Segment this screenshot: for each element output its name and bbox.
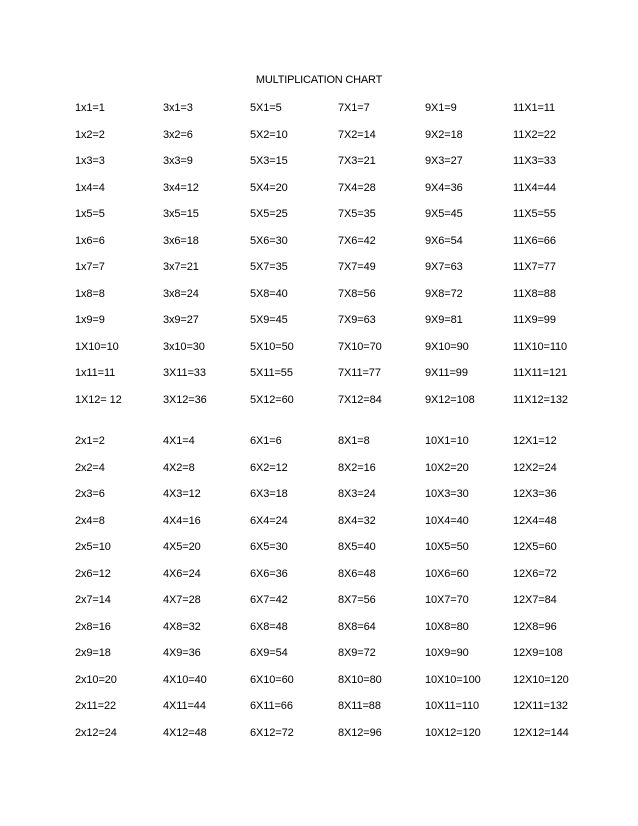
multiplication-fact: 10X7=70 — [425, 594, 469, 606]
multiplication-fact: 6X9=54 — [250, 647, 288, 659]
multiplication-fact: 12X12=144 — [513, 726, 569, 739]
table-row — [0, 287, 638, 314]
multiplication-fact: 4X12=48 — [163, 726, 207, 739]
multiplication-fact: 5X2=10 — [250, 128, 288, 141]
multiplication-fact: 10X5=50 — [425, 541, 469, 553]
multiplication-fact: 8X2=16 — [338, 461, 376, 474]
multiplication-fact: 5X12=60 — [250, 393, 294, 406]
multiplication-fact: 2x10=20 — [75, 673, 117, 686]
multiplication-fact: 12X7=84 — [513, 594, 557, 606]
multiplication-fact: 8X8=64 — [338, 620, 376, 633]
table-row — [0, 726, 638, 753]
multiplication-fact: 1x1=1 — [75, 102, 105, 114]
odd-multiples-table — [0, 101, 638, 419]
multiplication-fact: 2x3=6 — [75, 488, 105, 500]
multiplication-fact: 6X5=30 — [250, 541, 288, 553]
multiplication-fact: 8X9=72 — [338, 647, 376, 659]
multiplication-fact: 10X11=110 — [425, 700, 480, 712]
multiplication-fact: 2x12=24 — [75, 726, 117, 739]
multiplication-fact: 10X4=40 — [425, 514, 469, 527]
multiplication-fact: 9X7=63 — [425, 261, 463, 273]
table-row — [0, 434, 638, 461]
multiplication-fact: 10X3=30 — [425, 488, 469, 500]
multiplication-fact: 10X1=10 — [425, 435, 469, 447]
multiplication-fact: 4X10=40 — [163, 673, 207, 686]
multiplication-fact: 7X1=7 — [338, 102, 370, 114]
multiplication-fact: 1X12= 12 — [75, 393, 122, 406]
table-row — [0, 260, 638, 287]
multiplication-fact: 2x11=22 — [75, 700, 116, 712]
multiplication-fact: 3x10=30 — [163, 340, 205, 353]
table-row — [0, 340, 638, 367]
multiplication-fact: 11X6=66 — [513, 234, 556, 247]
multiplication-fact: 9X2=18 — [425, 128, 463, 141]
multiplication-fact: 2x6=12 — [75, 567, 111, 580]
multiplication-fact: 5X5=25 — [250, 208, 288, 220]
multiplication-fact: 11X1=11 — [513, 102, 556, 114]
multiplication-fact: 12X11=132 — [513, 700, 568, 712]
multiplication-fact: 6X6=36 — [250, 567, 288, 580]
multiplication-fact: 11X12=132 — [513, 393, 568, 406]
multiplication-fact: 4X8=32 — [163, 620, 201, 633]
multiplication-fact: 9X3=27 — [425, 155, 463, 167]
multiplication-fact: 3x6=18 — [163, 234, 199, 247]
multiplication-fact: 11X3=33 — [513, 155, 556, 167]
multiplication-fact: 7X3=21 — [338, 155, 376, 167]
multiplication-fact: 9X4=36 — [425, 181, 463, 194]
table-row — [0, 234, 638, 261]
multiplication-fact: 8X1=8 — [338, 435, 370, 447]
multiplication-fact: 5X4=20 — [250, 181, 288, 194]
multiplication-fact: 8X6=48 — [338, 567, 376, 580]
multiplication-fact: 12X6=72 — [513, 567, 557, 580]
multiplication-fact: 10X2=20 — [425, 461, 469, 474]
multiplication-fact: 4X3=12 — [163, 488, 201, 500]
multiplication-fact: 5X9=45 — [250, 314, 288, 326]
table-row — [0, 101, 638, 128]
multiplication-fact: 7X8=56 — [338, 287, 376, 300]
multiplication-fact: 7X5=35 — [338, 208, 376, 220]
multiplication-fact: 11X5=55 — [513, 208, 556, 220]
multiplication-fact: 8X10=80 — [338, 673, 382, 686]
multiplication-fact: 6X12=72 — [250, 726, 294, 739]
multiplication-fact: 7X9=63 — [338, 314, 376, 326]
multiplication-fact: 1x6=6 — [75, 234, 105, 247]
multiplication-fact: 12X9=108 — [513, 647, 563, 659]
table-row — [0, 567, 638, 594]
multiplication-fact: 4X6=24 — [163, 567, 201, 580]
multiplication-fact: 7X4=28 — [338, 181, 376, 194]
multiplication-fact: 8X3=24 — [338, 488, 376, 500]
multiplication-fact: 12X1=12 — [513, 435, 557, 447]
multiplication-fact: 11X4=44 — [513, 181, 556, 194]
table-row — [0, 620, 638, 647]
multiplication-fact: 8X7=56 — [338, 594, 376, 606]
multiplication-fact: 4X11=44 — [163, 700, 206, 712]
table-row — [0, 393, 638, 420]
multiplication-fact: 1x3=3 — [75, 155, 105, 167]
multiplication-fact: 7X11=77 — [338, 367, 381, 379]
multiplication-fact: 9X8=72 — [425, 287, 463, 300]
table-row — [0, 673, 638, 700]
multiplication-fact: 4X9=36 — [163, 647, 201, 659]
table-row — [0, 366, 638, 393]
multiplication-fact: 6X2=12 — [250, 461, 288, 474]
multiplication-fact: 3X11=33 — [163, 367, 206, 379]
multiplication-fact: 2x9=18 — [75, 647, 111, 659]
multiplication-fact: 1x2=2 — [75, 128, 105, 141]
multiplication-fact: 11X7=77 — [513, 261, 556, 273]
multiplication-fact: 9X12=108 — [425, 393, 475, 406]
multiplication-fact: 5X10=50 — [250, 340, 294, 353]
multiplication-fact: 11X11=121 — [513, 367, 568, 379]
multiplication-fact: 2x7=14 — [75, 594, 111, 606]
multiplication-fact: 6X8=48 — [250, 620, 288, 633]
multiplication-fact: 5X8=40 — [250, 287, 288, 300]
multiplication-fact: 8X12=96 — [338, 726, 382, 739]
multiplication-fact: 3x9=27 — [163, 314, 199, 326]
multiplication-fact: 8X4=32 — [338, 514, 376, 527]
table-row — [0, 154, 638, 181]
multiplication-fact: 6X1=6 — [250, 435, 282, 447]
multiplication-fact: 10X6=60 — [425, 567, 469, 580]
multiplication-fact: 4X4=16 — [163, 514, 201, 527]
multiplication-fact: 6X7=42 — [250, 594, 288, 606]
multiplication-fact: 12X3=36 — [513, 488, 557, 500]
multiplication-fact: 3x5=15 — [163, 208, 199, 220]
multiplication-fact: 11X2=22 — [513, 128, 556, 141]
multiplication-fact: 4X2=8 — [163, 461, 195, 474]
table-row — [0, 540, 638, 567]
multiplication-fact: 1x11=11 — [75, 367, 116, 379]
even-multiples-table — [0, 434, 638, 752]
multiplication-fact: 12X10=120 — [513, 673, 569, 686]
multiplication-fact: 5X3=15 — [250, 155, 288, 167]
multiplication-fact: 7X2=14 — [338, 128, 376, 141]
multiplication-fact: 6X4=24 — [250, 514, 288, 527]
table-row — [0, 207, 638, 234]
multiplication-fact: 8X11=88 — [338, 700, 381, 712]
multiplication-fact: 2x2=4 — [75, 461, 105, 474]
multiplication-fact: 7X10=70 — [338, 340, 382, 353]
multiplication-fact: 1X10=10 — [75, 340, 119, 353]
table-row — [0, 646, 638, 673]
multiplication-fact: 4X5=20 — [163, 541, 201, 553]
table-row — [0, 593, 638, 620]
multiplication-fact: 6X3=18 — [250, 488, 288, 500]
multiplication-fact: 2x4=8 — [75, 514, 105, 527]
multiplication-fact: 2x1=2 — [75, 435, 105, 447]
multiplication-fact: 9X10=90 — [425, 340, 469, 353]
multiplication-fact: 7X6=42 — [338, 234, 376, 247]
table-row — [0, 514, 638, 541]
multiplication-fact: 1x5=5 — [75, 208, 105, 220]
multiplication-fact: 12X2=24 — [513, 461, 557, 474]
multiplication-fact: 7X7=49 — [338, 261, 376, 273]
multiplication-fact: 9X6=54 — [425, 234, 463, 247]
multiplication-fact: 8X5=40 — [338, 541, 376, 553]
multiplication-fact: 11X8=88 — [513, 287, 556, 300]
multiplication-fact: 1x8=8 — [75, 287, 105, 300]
multiplication-fact: 3x2=6 — [163, 128, 193, 141]
multiplication-fact: 3X12=36 — [163, 393, 207, 406]
multiplication-fact: 5X1=5 — [250, 102, 282, 114]
multiplication-fact: 5X6=30 — [250, 234, 288, 247]
table-row — [0, 461, 638, 488]
multiplication-fact: 1x7=7 — [75, 261, 105, 273]
multiplication-fact: 12X4=48 — [513, 514, 557, 527]
multiplication-fact: 5X11=55 — [250, 367, 293, 379]
multiplication-fact: 1x9=9 — [75, 314, 105, 326]
multiplication-fact: 6X10=60 — [250, 673, 294, 686]
multiplication-fact: 2x8=16 — [75, 620, 111, 633]
multiplication-fact: 9X9=81 — [425, 314, 463, 326]
multiplication-fact: 9X11=99 — [425, 367, 468, 379]
multiplication-fact: 10X9=90 — [425, 647, 469, 659]
multiplication-fact: 6X11=66 — [250, 700, 293, 712]
multiplication-fact: 3x1=3 — [163, 102, 193, 114]
multiplication-fact: 10X8=80 — [425, 620, 469, 633]
multiplication-fact: 10X10=100 — [425, 673, 481, 686]
multiplication-fact: 3x7=21 — [163, 261, 199, 273]
multiplication-fact: 2x5=10 — [75, 541, 111, 553]
multiplication-fact: 1x4=4 — [75, 181, 105, 194]
multiplication-fact: 9X1=9 — [425, 102, 457, 114]
multiplication-fact: 9X5=45 — [425, 208, 463, 220]
multiplication-fact: 11X10=110 — [513, 340, 568, 353]
table-row — [0, 699, 638, 726]
multiplication-fact: 3x4=12 — [163, 181, 199, 194]
table-row — [0, 181, 638, 208]
multiplication-fact: 3x3=9 — [163, 155, 193, 167]
table-row — [0, 487, 638, 514]
multiplication-fact: 11X9=99 — [513, 314, 556, 326]
multiplication-fact: 3x8=24 — [163, 287, 199, 300]
multiplication-fact: 7X12=84 — [338, 393, 382, 406]
multiplication-fact: 12X5=60 — [513, 541, 557, 553]
multiplication-fact: 12X8=96 — [513, 620, 557, 633]
multiplication-fact: 4X1=4 — [163, 435, 195, 447]
table-row — [0, 128, 638, 155]
multiplication-fact: 10X12=120 — [425, 726, 481, 739]
page-title: MULTIPLICATION CHART — [255, 74, 383, 86]
table-row — [0, 313, 638, 340]
multiplication-fact: 4X7=28 — [163, 594, 201, 606]
multiplication-fact: 5X7=35 — [250, 261, 288, 273]
